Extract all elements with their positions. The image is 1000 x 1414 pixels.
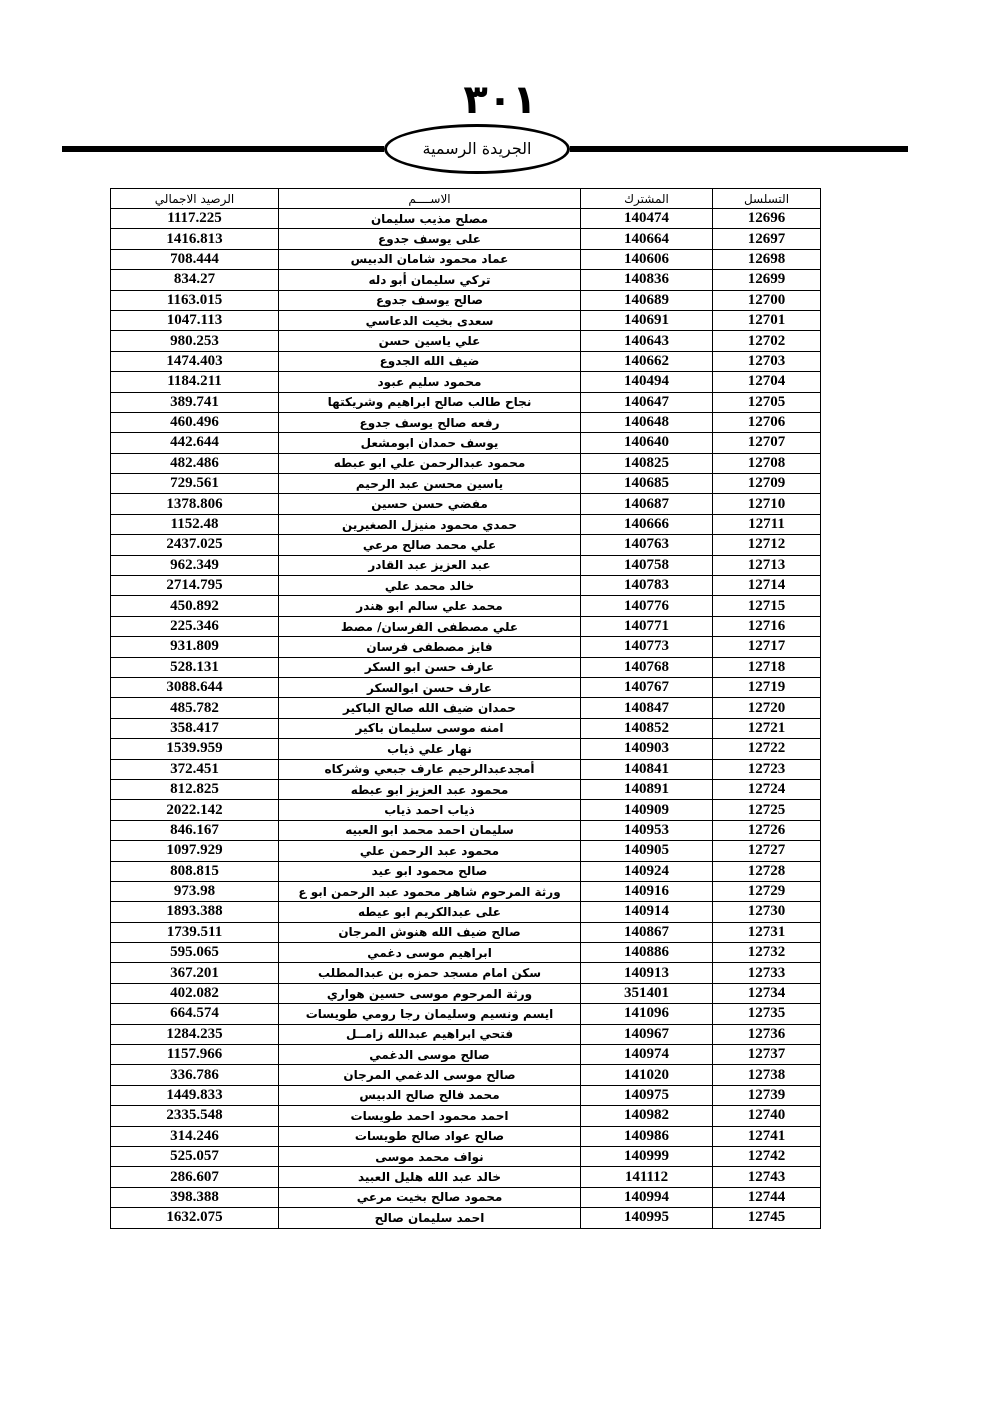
serial-cell: 12724 xyxy=(713,779,821,799)
total-balance-cell: 398.388 xyxy=(111,1187,279,1207)
subscriber-number-cell: 140909 xyxy=(581,800,713,820)
table-row xyxy=(111,209,821,229)
subscriber-number-cell: 140995 xyxy=(581,1208,713,1228)
total-balance-cell: 460.496 xyxy=(111,412,279,432)
serial-cell: 12712 xyxy=(713,535,821,555)
table-row xyxy=(111,1146,821,1166)
name-cell: مصلح مذيب سليمان xyxy=(279,209,581,229)
name-cell: نجاح طالب صالح ابراهيم وشريكتها xyxy=(279,392,581,412)
serial-cell: 12700 xyxy=(713,290,821,310)
name-cell: علي ياسين حسن xyxy=(279,331,581,351)
subscriber-number-cell: 140953 xyxy=(581,820,713,840)
table-row xyxy=(111,412,821,432)
subscriber-number-cell: 140903 xyxy=(581,739,713,759)
total-balance-cell: 1632.075 xyxy=(111,1208,279,1228)
name-cell: رفعه صالح يوسف جدوع xyxy=(279,412,581,432)
serial-cell: 12744 xyxy=(713,1187,821,1207)
name-cell: نهار علي ذياب xyxy=(279,739,581,759)
name-cell: محمد علي سالم ابو هندر xyxy=(279,596,581,616)
table-row xyxy=(111,494,821,514)
serial-cell: 12741 xyxy=(713,1126,821,1146)
total-balance-cell: 2714.795 xyxy=(111,576,279,596)
name-cell: على عبدالكريم ابو عيطه xyxy=(279,902,581,922)
subscriber-number-cell: 140773 xyxy=(581,637,713,657)
table-row xyxy=(111,1085,821,1105)
serial-cell: 12702 xyxy=(713,331,821,351)
serial-cell: 12735 xyxy=(713,1004,821,1024)
name-cell: حمدي محمود منيزل الصغيرين xyxy=(279,514,581,534)
serial-cell: 12742 xyxy=(713,1146,821,1166)
name-cell: عارف حسن ابو السكر xyxy=(279,657,581,677)
subscriber-number-cell: 140905 xyxy=(581,841,713,861)
total-balance-cell: 3088.644 xyxy=(111,677,279,697)
serial-cell: 12725 xyxy=(713,800,821,820)
subscriber-number-cell: 140640 xyxy=(581,433,713,453)
serial-cell: 12701 xyxy=(713,310,821,330)
name-cell: امنه موسى سليمان باكير xyxy=(279,718,581,738)
serial-cell: 12737 xyxy=(713,1045,821,1065)
serial-cell: 12727 xyxy=(713,841,821,861)
subscriber-number-cell: 141096 xyxy=(581,1004,713,1024)
name-cell: عماد محمود شامان الدبيس xyxy=(279,249,581,269)
subscriber-number-cell: 140648 xyxy=(581,412,713,432)
serial-cell: 12734 xyxy=(713,983,821,1003)
serial-cell: 12713 xyxy=(713,555,821,575)
total-balance-cell: 980.253 xyxy=(111,331,279,351)
subscriber-number-cell: 140825 xyxy=(581,453,713,473)
total-balance-cell: 1539.959 xyxy=(111,739,279,759)
serial-cell: 12743 xyxy=(713,1167,821,1187)
name-cell: محمود عبد العزيز ابو عبطه xyxy=(279,779,581,799)
subscriber-number-cell: 140783 xyxy=(581,576,713,596)
table-row xyxy=(111,718,821,738)
subscriber-number-cell: 140975 xyxy=(581,1085,713,1105)
total-balance-cell: 314.246 xyxy=(111,1126,279,1146)
total-balance-cell: 2437.025 xyxy=(111,535,279,555)
gazette-masthead: الجريدة الرسمية xyxy=(384,124,570,174)
total-balance-cell: 525.057 xyxy=(111,1146,279,1166)
serial-cell: 12730 xyxy=(713,902,821,922)
table-row xyxy=(111,453,821,473)
subscriber-number-cell: 140999 xyxy=(581,1146,713,1166)
table-row xyxy=(111,1024,821,1044)
total-balance-cell: 2335.548 xyxy=(111,1106,279,1126)
table-row xyxy=(111,270,821,290)
total-balance-cell: 931.809 xyxy=(111,637,279,657)
name-cell: سليمان احمد محمد ابو العبيه xyxy=(279,820,581,840)
name-cell: خالد محمد علي xyxy=(279,576,581,596)
total-balance-cell: 595.065 xyxy=(111,943,279,963)
total-balance-cell: 1739.511 xyxy=(111,922,279,942)
name-cell: محمود صالح بخيت مرعي xyxy=(279,1187,581,1207)
table-row xyxy=(111,1065,821,1085)
total-balance-cell: 664.574 xyxy=(111,1004,279,1024)
table-row xyxy=(111,922,821,942)
table-row xyxy=(111,249,821,269)
serial-cell: 12729 xyxy=(713,881,821,901)
total-balance-cell: 367.201 xyxy=(111,963,279,983)
serial-cell: 12707 xyxy=(713,433,821,453)
column-header-total-balance: الرصيد الاجمالي xyxy=(111,189,279,209)
name-cell: صالح ضيف الله هنوش المرجان xyxy=(279,922,581,942)
serial-cell: 12696 xyxy=(713,209,821,229)
table-row xyxy=(111,881,821,901)
total-balance-cell: 1284.235 xyxy=(111,1024,279,1044)
serial-cell: 12710 xyxy=(713,494,821,514)
subscriber-number-cell: 141112 xyxy=(581,1167,713,1187)
serial-cell: 12722 xyxy=(713,739,821,759)
table-row xyxy=(111,637,821,657)
name-cell: ورثة المرحوم موسى حسين هواري xyxy=(279,983,581,1003)
serial-cell: 12726 xyxy=(713,820,821,840)
table-row xyxy=(111,861,821,881)
table-row xyxy=(111,739,821,759)
name-cell: ضيف الله الجدوع xyxy=(279,351,581,371)
serial-cell: 12711 xyxy=(713,514,821,534)
subscriber-number-cell: 140913 xyxy=(581,963,713,983)
serial-cell: 12715 xyxy=(713,596,821,616)
total-balance-cell: 225.346 xyxy=(111,616,279,636)
name-cell: عارف حسن ابوالسكر xyxy=(279,677,581,697)
total-balance-cell: 482.486 xyxy=(111,453,279,473)
table-row xyxy=(111,474,821,494)
serial-cell: 12731 xyxy=(713,922,821,942)
total-balance-cell: 1449.833 xyxy=(111,1085,279,1105)
table-row xyxy=(111,290,821,310)
table-row xyxy=(111,963,821,983)
table-row xyxy=(111,820,821,840)
table-row xyxy=(111,902,821,922)
subscriber-number-cell: 140986 xyxy=(581,1126,713,1146)
subscriber-number-cell: 140847 xyxy=(581,698,713,718)
subscriber-number-cell: 140767 xyxy=(581,677,713,697)
subscriber-number-cell: 140643 xyxy=(581,331,713,351)
total-balance-cell: 1163.015 xyxy=(111,290,279,310)
subscriber-number-cell: 140474 xyxy=(581,209,713,229)
name-cell: احمد سليمان صالح xyxy=(279,1208,581,1228)
table-row xyxy=(111,1045,821,1065)
total-balance-cell: 1184.211 xyxy=(111,372,279,392)
total-balance-cell: 1117.225 xyxy=(111,209,279,229)
name-cell: صالح عواد صالح طويسات xyxy=(279,1126,581,1146)
serial-cell: 12740 xyxy=(713,1106,821,1126)
total-balance-cell: 442.644 xyxy=(111,433,279,453)
total-balance-cell: 1152.48 xyxy=(111,514,279,534)
name-cell: ورثة المرحوم شاهر محمود عبد الرحمن ابو ع xyxy=(279,881,581,901)
subscriber-balance-table xyxy=(110,188,821,1229)
name-cell: محمود عبدالرحمن علي ابو عبطه xyxy=(279,453,581,473)
serial-cell: 12716 xyxy=(713,616,821,636)
table-row xyxy=(111,677,821,697)
total-balance-cell: 708.444 xyxy=(111,249,279,269)
serial-cell: 12705 xyxy=(713,392,821,412)
total-balance-cell: 450.892 xyxy=(111,596,279,616)
subscriber-number-cell: 351401 xyxy=(581,983,713,1003)
serial-cell: 12714 xyxy=(713,576,821,596)
subscriber-number-cell: 140924 xyxy=(581,861,713,881)
serial-cell: 12745 xyxy=(713,1208,821,1228)
name-cell: يوسف حمدان ابومشعل xyxy=(279,433,581,453)
total-balance-cell: 812.825 xyxy=(111,779,279,799)
total-balance-cell: 372.451 xyxy=(111,759,279,779)
name-cell: محمود عبد الرحمن علي xyxy=(279,841,581,861)
total-balance-cell: 834.27 xyxy=(111,270,279,290)
subscriber-number-cell: 140647 xyxy=(581,392,713,412)
subscriber-number-cell: 140691 xyxy=(581,310,713,330)
table-row xyxy=(111,1106,821,1126)
table-row xyxy=(111,759,821,779)
serial-cell: 12703 xyxy=(713,351,821,371)
subscriber-number-cell: 140776 xyxy=(581,596,713,616)
name-cell: ياسين محسن عبد الرحيم xyxy=(279,474,581,494)
serial-cell: 12732 xyxy=(713,943,821,963)
subscriber-number-cell: 140662 xyxy=(581,351,713,371)
total-balance-cell: 402.082 xyxy=(111,983,279,1003)
name-cell: ابراهيم موسى دغمي xyxy=(279,943,581,963)
subscriber-number-cell: 140914 xyxy=(581,902,713,922)
column-header-serial: التسلسل xyxy=(713,189,821,209)
subscriber-number-cell: 140994 xyxy=(581,1187,713,1207)
table-row xyxy=(111,800,821,820)
name-cell: على يوسف جدوع xyxy=(279,229,581,249)
serial-cell: 12719 xyxy=(713,677,821,697)
serial-cell: 12698 xyxy=(713,249,821,269)
serial-cell: 12709 xyxy=(713,474,821,494)
subscriber-number-cell: 140836 xyxy=(581,270,713,290)
column-header-name: الاســــم xyxy=(279,189,581,209)
table-row xyxy=(111,616,821,636)
subscriber-number-cell: 140867 xyxy=(581,922,713,942)
name-cell: حمدان ضيف الله صالح الباكير xyxy=(279,698,581,718)
serial-cell: 12733 xyxy=(713,963,821,983)
name-cell: خالد عبد الله هليل العبيد xyxy=(279,1167,581,1187)
subscriber-number-cell: 140852 xyxy=(581,718,713,738)
serial-cell: 12717 xyxy=(713,637,821,657)
name-cell: ايسم ونسيم وسليمان رجا رومي طويسات xyxy=(279,1004,581,1024)
serial-cell: 12728 xyxy=(713,861,821,881)
subscriber-number-cell: 140666 xyxy=(581,514,713,534)
table-row xyxy=(111,576,821,596)
table-row xyxy=(111,841,821,861)
total-balance-cell: 528.131 xyxy=(111,657,279,677)
subscriber-number-cell: 140689 xyxy=(581,290,713,310)
subscriber-number-cell: 140687 xyxy=(581,494,713,514)
table-row xyxy=(111,779,821,799)
table-row xyxy=(111,943,821,963)
serial-cell: 12739 xyxy=(713,1085,821,1105)
name-cell: فتحي ابراهيم عبدالله زامــل xyxy=(279,1024,581,1044)
name-cell: محمد فالح صالح الدبيس xyxy=(279,1085,581,1105)
total-balance-cell: 973.98 xyxy=(111,881,279,901)
subscriber-number-cell: 140494 xyxy=(581,372,713,392)
table-row xyxy=(111,433,821,453)
subscriber-number-cell: 140758 xyxy=(581,555,713,575)
name-cell: أمجدعبدالرحيم عارف جبعي وشركاه xyxy=(279,759,581,779)
table-row xyxy=(111,657,821,677)
name-cell: صالح يوسف جدوع xyxy=(279,290,581,310)
total-balance-cell: 962.349 xyxy=(111,555,279,575)
subscriber-number-cell: 140886 xyxy=(581,943,713,963)
subscriber-number-cell: 140768 xyxy=(581,657,713,677)
table-body xyxy=(111,209,821,1229)
serial-cell: 12704 xyxy=(713,372,821,392)
table-row xyxy=(111,351,821,371)
subscriber-number-cell: 140763 xyxy=(581,535,713,555)
total-balance-cell: 846.167 xyxy=(111,820,279,840)
name-cell: نواف محمد موسى xyxy=(279,1146,581,1166)
table-row xyxy=(111,1187,821,1207)
header-rule-right xyxy=(570,146,908,152)
subscriber-number-cell: 140771 xyxy=(581,616,713,636)
table-row xyxy=(111,983,821,1003)
subscriber-number-cell: 140916 xyxy=(581,881,713,901)
total-balance-cell: 1047.113 xyxy=(111,310,279,330)
name-cell: علي مصطفى الفرسان/ مصط xyxy=(279,616,581,636)
subscriber-number-cell: 140982 xyxy=(581,1106,713,1126)
name-cell: سكن امام مسجد حمزه بن عبدالمطلب xyxy=(279,963,581,983)
name-cell: صالح موسى الدغمي xyxy=(279,1045,581,1065)
total-balance-cell: 1378.806 xyxy=(111,494,279,514)
table-row xyxy=(111,514,821,534)
table-row xyxy=(111,1004,821,1024)
total-balance-cell: 1474.403 xyxy=(111,351,279,371)
name-cell: احمد محمود احمد طويسات xyxy=(279,1106,581,1126)
name-cell: محمود سليم عبود xyxy=(279,372,581,392)
serial-cell: 12706 xyxy=(713,412,821,432)
header-rule-left xyxy=(62,146,384,152)
total-balance-cell: 2022.142 xyxy=(111,800,279,820)
name-cell: ذياب احمد ذياب xyxy=(279,800,581,820)
subscriber-number-cell: 140606 xyxy=(581,249,713,269)
table-row xyxy=(111,229,821,249)
page-number: ٣٠١ xyxy=(463,77,537,123)
serial-cell: 12721 xyxy=(713,718,821,738)
table-row xyxy=(111,596,821,616)
total-balance-cell: 1157.966 xyxy=(111,1045,279,1065)
subscriber-number-cell: 140974 xyxy=(581,1045,713,1065)
total-balance-cell: 808.815 xyxy=(111,861,279,881)
subscriber-number-cell: 140685 xyxy=(581,474,713,494)
serial-cell: 12708 xyxy=(713,453,821,473)
serial-cell: 12736 xyxy=(713,1024,821,1044)
subscriber-number-cell: 140664 xyxy=(581,229,713,249)
total-balance-cell: 1416.813 xyxy=(111,229,279,249)
name-cell: صالح موسى الدغمي المرجان xyxy=(279,1065,581,1085)
table-header-row xyxy=(111,189,821,209)
subscriber-number-cell: 140891 xyxy=(581,779,713,799)
table-row xyxy=(111,372,821,392)
name-cell: سعدى بخيت الدعاسي xyxy=(279,310,581,330)
serial-cell: 12697 xyxy=(713,229,821,249)
serial-cell: 12723 xyxy=(713,759,821,779)
total-balance-cell: 336.786 xyxy=(111,1065,279,1085)
total-balance-cell: 1893.388 xyxy=(111,902,279,922)
serial-cell: 12720 xyxy=(713,698,821,718)
table-row xyxy=(111,392,821,412)
serial-cell: 12718 xyxy=(713,657,821,677)
table-row xyxy=(111,555,821,575)
table-row xyxy=(111,1167,821,1187)
total-balance-cell: 729.561 xyxy=(111,474,279,494)
name-cell: صالح محمود ابو عيد xyxy=(279,861,581,881)
name-cell: تركي سليمان أبو دله xyxy=(279,270,581,290)
table-row xyxy=(111,535,821,555)
name-cell: مفضي حسن حسين xyxy=(279,494,581,514)
total-balance-cell: 389.741 xyxy=(111,392,279,412)
subscriber-number-cell: 140967 xyxy=(581,1024,713,1044)
table-row xyxy=(111,698,821,718)
table-row xyxy=(111,1126,821,1146)
total-balance-cell: 358.417 xyxy=(111,718,279,738)
subscriber-number-cell: 140841 xyxy=(581,759,713,779)
serial-cell: 12738 xyxy=(713,1065,821,1085)
total-balance-cell: 1097.929 xyxy=(111,841,279,861)
name-cell: فايز مصطفى فرسان xyxy=(279,637,581,657)
table-row xyxy=(111,310,821,330)
total-balance-cell: 286.607 xyxy=(111,1167,279,1187)
column-header-subscriber: المشترك xyxy=(581,189,713,209)
table-row xyxy=(111,1208,821,1228)
serial-cell: 12699 xyxy=(713,270,821,290)
name-cell: عبد العزيز عبد القادر xyxy=(279,555,581,575)
total-balance-cell: 485.782 xyxy=(111,698,279,718)
table-row xyxy=(111,331,821,351)
name-cell: علي محمد صالح مرعي xyxy=(279,535,581,555)
subscriber-number-cell: 141020 xyxy=(581,1065,713,1085)
